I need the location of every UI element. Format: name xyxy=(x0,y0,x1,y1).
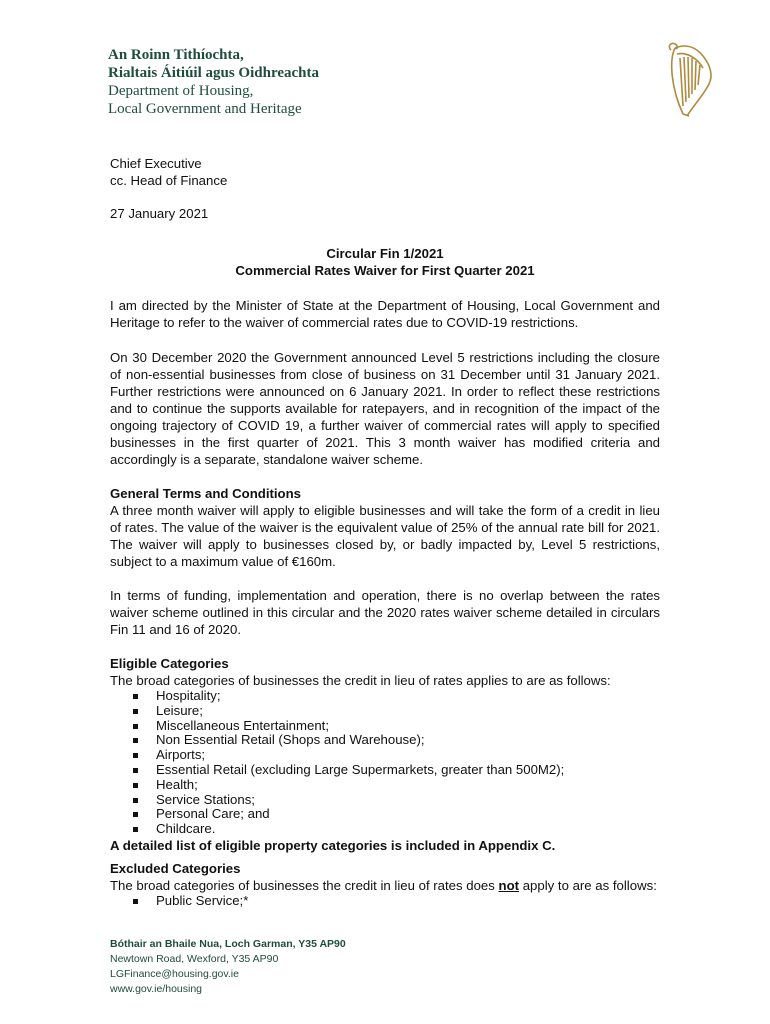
english-name-line2: Local Government and Heritage xyxy=(108,101,302,117)
appendix-note: A detailed list of eligible property categories is included in Appendix C. xyxy=(110,837,556,853)
general-terms-heading: General Terms and Conditions xyxy=(110,486,302,501)
list-item: Health; xyxy=(110,778,660,793)
eligible-heading: Eligible Categories xyxy=(110,656,229,671)
list-item: Non Essential Retail (Shops and Warehouse); xyxy=(110,733,660,748)
letter-date: 27 January 2021 xyxy=(110,206,209,221)
list-item: Service Stations; xyxy=(110,793,660,808)
background-paragraph: On 30 December 2020 the Government announced Level 5 restrictions including the closure of non-essential businesses from close of business on 31 December until 31 January 2021. Further restrictions were announced on 6 January 2021. In order to reflect these restrictions and to continue the supports available for ratepayers, and in recognition of the impact of the ongoing trajectory of COVID 19, a further waiver of commercial rates will apply to specified businesses in the first quarter of 2021. This 3 month waiver has modified criteria and accordingly is a separate, standalone waiver scheme. xyxy=(110,350,660,467)
general-terms-text: A three month waiver will apply to eligible businesses and will take the form of a credit in lieu of rates. The value of the waiver is the equivalent value of 25% of the annual rate bill for 2021. The waiver will apply to businesses closed by, or badly impacted by, Level 5 restrictions, subject to a maximum value of €160m. xyxy=(110,503,660,569)
eligible-list xyxy=(110,689,660,837)
recipient: Chief Executive xyxy=(110,156,202,171)
list-item: Miscellaneous Entertainment; xyxy=(110,719,660,734)
footer xyxy=(110,937,346,997)
cc-recipient: cc. Head of Finance xyxy=(110,173,228,188)
english-name-line1: Department of Housing, xyxy=(108,83,254,99)
irish-name-line1: An Roinn Tithíochta, xyxy=(108,47,244,63)
list-item: Airports; xyxy=(110,748,660,763)
circular-title: Commercial Rates Waiver for First Quarter 2021 xyxy=(235,263,535,278)
irish-name-line2: Rialtais Áitiúil agus Oidhreachta xyxy=(108,65,319,81)
letter-body xyxy=(110,155,660,909)
list-item: Personal Care; and xyxy=(110,807,660,822)
funding-paragraph: In terms of funding, implementation and operation, there is no overlap between the rates waiver scheme outlined in this circular and the 2020 rates waiver scheme detailed in circulars Fin 11 and 16 of 2020. xyxy=(110,588,660,637)
list-item: Hospitality; xyxy=(110,689,660,704)
harp-icon xyxy=(665,40,717,120)
list-item: Public Service;* xyxy=(110,894,660,909)
circular-number: Circular Fin 1/2021 xyxy=(326,246,444,261)
list-item: Leisure; xyxy=(110,704,660,719)
footer-email[interactable]: LGFinance@housing.gov.ie xyxy=(110,968,239,980)
list-item: Childcare. xyxy=(110,822,660,837)
not-emphasis: not xyxy=(498,877,520,893)
footer-web[interactable]: www.gov.ie/housing xyxy=(110,983,203,995)
intro-paragraph: I am directed by the Minister of State at the Department of Housing, Local Government and Heritage to refer to the waiver of commercial rates due to COVID-19 restrictions. xyxy=(110,298,660,330)
department-header xyxy=(108,46,319,118)
footer-irish-address: Bóthair an Bhaile Nua, Loch Garman, Y35 AP90 xyxy=(110,938,346,950)
excluded-list xyxy=(110,894,660,909)
eligible-intro: The broad categories of businesses the credit in lieu of rates applies to are as follows: xyxy=(110,673,611,688)
excluded-intro: The broad categories of businesses the credit in lieu of rates does not apply to are as follows: xyxy=(110,877,657,893)
excluded-heading: Excluded Categories xyxy=(110,860,241,876)
footer-english-address: Newtown Road, Wexford, Y35 AP90 xyxy=(110,953,279,965)
list-item: Essential Retail (excluding Large Supermarkets, greater than 500M2); xyxy=(110,763,660,778)
